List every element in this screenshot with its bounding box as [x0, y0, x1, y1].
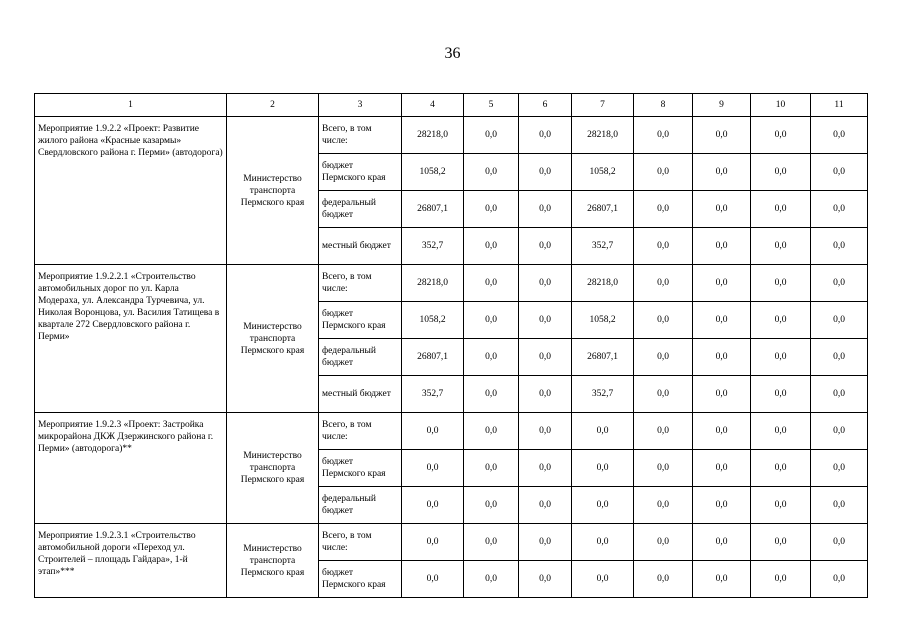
column-header: 2	[227, 94, 319, 117]
amount-cell: 0,0	[693, 265, 751, 302]
amount-cell: 0,0	[634, 487, 693, 524]
amount-cell: 0,0	[693, 228, 751, 265]
amount-cell: 0,0	[464, 228, 519, 265]
amount-cell: 0,0	[634, 413, 693, 450]
amount-cell: 0,0	[634, 339, 693, 376]
column-header: 6	[519, 94, 572, 117]
amount-cell: 1058,2	[572, 302, 634, 339]
amount-cell: 0,0	[751, 524, 811, 561]
column-header: 10	[751, 94, 811, 117]
amount-cell: 0,0	[811, 302, 868, 339]
amount-cell: 0,0	[464, 117, 519, 154]
amount-cell: 0,0	[751, 117, 811, 154]
amount-cell: 0,0	[811, 413, 868, 450]
executor-cell: Министерство транспорта Пермского края	[227, 413, 319, 524]
executor-cell: Министерство транспорта Пермского края	[227, 117, 319, 265]
amount-cell: 0,0	[634, 302, 693, 339]
column-header: 4	[402, 94, 464, 117]
executor-cell: Министерство транспорта Пермского края	[227, 524, 319, 598]
funding-source-cell: федеральный бюджет	[319, 339, 402, 376]
column-header: 3	[319, 94, 402, 117]
amount-cell: 28218,0	[402, 117, 464, 154]
amount-cell: 352,7	[572, 376, 634, 413]
amount-cell: 0,0	[693, 302, 751, 339]
amount-cell: 0,0	[572, 413, 634, 450]
amount-cell: 0,0	[402, 524, 464, 561]
funding-source-cell: федеральный бюджет	[319, 487, 402, 524]
amount-cell: 0,0	[634, 265, 693, 302]
amount-cell: 28218,0	[572, 117, 634, 154]
amount-cell: 26807,1	[402, 339, 464, 376]
amount-cell: 0,0	[519, 117, 572, 154]
amount-cell: 0,0	[519, 524, 572, 561]
amount-cell: 0,0	[464, 376, 519, 413]
amount-cell: 0,0	[464, 191, 519, 228]
amount-cell: 0,0	[519, 413, 572, 450]
amount-cell: 0,0	[634, 191, 693, 228]
amount-cell: 0,0	[693, 561, 751, 598]
amount-cell: 1058,2	[572, 154, 634, 191]
amount-cell: 0,0	[519, 154, 572, 191]
column-header: 11	[811, 94, 868, 117]
amount-cell: 0,0	[751, 413, 811, 450]
amount-cell: 0,0	[464, 487, 519, 524]
column-header: 9	[693, 94, 751, 117]
amount-cell: 0,0	[519, 561, 572, 598]
amount-cell: 0,0	[464, 524, 519, 561]
amount-cell: 0,0	[402, 413, 464, 450]
amount-cell: 352,7	[402, 228, 464, 265]
amount-cell: 0,0	[811, 117, 868, 154]
amount-cell: 28218,0	[572, 265, 634, 302]
amount-cell: 0,0	[751, 302, 811, 339]
amount-cell: 0,0	[693, 191, 751, 228]
amount-cell: 0,0	[693, 117, 751, 154]
amount-cell: 0,0	[751, 191, 811, 228]
amount-cell: 0,0	[634, 524, 693, 561]
funding-source-cell: бюджет Пермского края	[319, 561, 402, 598]
amount-cell: 0,0	[634, 561, 693, 598]
amount-cell: 26807,1	[572, 339, 634, 376]
amount-cell: 0,0	[464, 302, 519, 339]
amount-cell: 0,0	[634, 228, 693, 265]
amount-cell: 0,0	[402, 561, 464, 598]
amount-cell: 0,0	[634, 117, 693, 154]
amount-cell: 0,0	[693, 450, 751, 487]
funding-source-cell: бюджет Пермского края	[319, 154, 402, 191]
amount-cell: 0,0	[519, 191, 572, 228]
column-header: 1	[35, 94, 227, 117]
amount-cell: 0,0	[811, 154, 868, 191]
funding-source-cell: федеральный бюджет	[319, 191, 402, 228]
column-header: 5	[464, 94, 519, 117]
amount-cell: 0,0	[634, 450, 693, 487]
amount-cell: 0,0	[464, 265, 519, 302]
amount-cell: 0,0	[751, 228, 811, 265]
amount-cell: 0,0	[811, 450, 868, 487]
amount-cell: 0,0	[811, 487, 868, 524]
amount-cell: 0,0	[751, 487, 811, 524]
amount-cell: 0,0	[751, 561, 811, 598]
amount-cell: 0,0	[402, 450, 464, 487]
amount-cell: 0,0	[572, 524, 634, 561]
header-row	[35, 94, 868, 117]
funding-source-cell: Всего, в том числе:	[319, 413, 402, 450]
amount-cell: 0,0	[751, 450, 811, 487]
executor-cell: Министерство транспорта Пермского края	[227, 265, 319, 413]
amount-cell: 0,0	[693, 376, 751, 413]
funding-source-cell: бюджет Пермского края	[319, 450, 402, 487]
budget-table	[34, 93, 868, 598]
amount-cell: 26807,1	[572, 191, 634, 228]
amount-cell: 0,0	[572, 450, 634, 487]
amount-cell: 0,0	[519, 450, 572, 487]
amount-cell: 0,0	[811, 524, 868, 561]
table-row	[35, 413, 868, 450]
amount-cell: 0,0	[464, 413, 519, 450]
amount-cell: 0,0	[634, 154, 693, 191]
amount-cell: 0,0	[634, 376, 693, 413]
funding-source-cell: Всего, в том числе:	[319, 117, 402, 154]
event-name-cell: Мероприятие 1.9.2.2 «Проект: Развитие жилого района «Красные казармы» Свердловского района г. Перми» (автодорога)	[35, 117, 227, 265]
column-header: 7	[572, 94, 634, 117]
amount-cell: 0,0	[464, 561, 519, 598]
amount-cell: 0,0	[693, 524, 751, 561]
amount-cell: 0,0	[811, 376, 868, 413]
amount-cell: 1058,2	[402, 154, 464, 191]
table-body	[35, 117, 868, 598]
amount-cell: 0,0	[751, 376, 811, 413]
amount-cell: 0,0	[811, 561, 868, 598]
amount-cell: 0,0	[519, 228, 572, 265]
amount-cell: 0,0	[693, 487, 751, 524]
amount-cell: 0,0	[693, 413, 751, 450]
amount-cell: 0,0	[519, 339, 572, 376]
event-name-cell: Мероприятие 1.9.2.3.1 «Строительство автомобильной дороги «Переход ул. Строителей – площадь Гайдара», 1-й этап»***	[35, 524, 227, 598]
table-row	[35, 524, 868, 561]
amount-cell: 0,0	[811, 339, 868, 376]
amount-cell: 0,0	[519, 302, 572, 339]
amount-cell: 0,0	[572, 487, 634, 524]
amount-cell: 0,0	[519, 487, 572, 524]
column-header: 8	[634, 94, 693, 117]
funding-source-cell: местный бюджет	[319, 228, 402, 265]
amount-cell: 0,0	[572, 561, 634, 598]
funding-source-cell: местный бюджет	[319, 376, 402, 413]
amount-cell: 0,0	[464, 339, 519, 376]
amount-cell: 0,0	[811, 191, 868, 228]
amount-cell: 0,0	[519, 265, 572, 302]
amount-cell: 352,7	[402, 376, 464, 413]
amount-cell: 26807,1	[402, 191, 464, 228]
page-number: 36	[444, 45, 461, 62]
amount-cell: 0,0	[811, 228, 868, 265]
funding-source-cell: Всего, в том числе:	[319, 265, 402, 302]
event-name-cell: Мероприятие 1.9.2.2.1 «Строительство автомобильных дорог по ул. Карла Модераха, ул. Александра Турчевича, ул. Николая Воронцова, ул. Василия Татищева в квартале 272 Свердловского района г. Перми»	[35, 265, 227, 413]
amount-cell: 0,0	[464, 154, 519, 191]
amount-cell: 352,7	[572, 228, 634, 265]
table-row	[35, 265, 868, 302]
amount-cell: 0,0	[751, 154, 811, 191]
funding-source-cell: Всего, в том числе:	[319, 524, 402, 561]
amount-cell: 0,0	[751, 265, 811, 302]
amount-cell: 28218,0	[402, 265, 464, 302]
amount-cell: 0,0	[464, 450, 519, 487]
amount-cell: 0,0	[519, 376, 572, 413]
event-name-cell: Мероприятие 1.9.2.3 «Проект: Застройка микрорайона ДКЖ Дзержинского района г. Перми» (автодорога)**	[35, 413, 227, 524]
amount-cell: 0,0	[402, 487, 464, 524]
funding-source-cell: бюджет Пермского края	[319, 302, 402, 339]
amount-cell: 0,0	[811, 265, 868, 302]
amount-cell: 0,0	[751, 339, 811, 376]
amount-cell: 0,0	[693, 339, 751, 376]
amount-cell: 0,0	[693, 154, 751, 191]
amount-cell: 1058,2	[402, 302, 464, 339]
table-row	[35, 117, 868, 154]
